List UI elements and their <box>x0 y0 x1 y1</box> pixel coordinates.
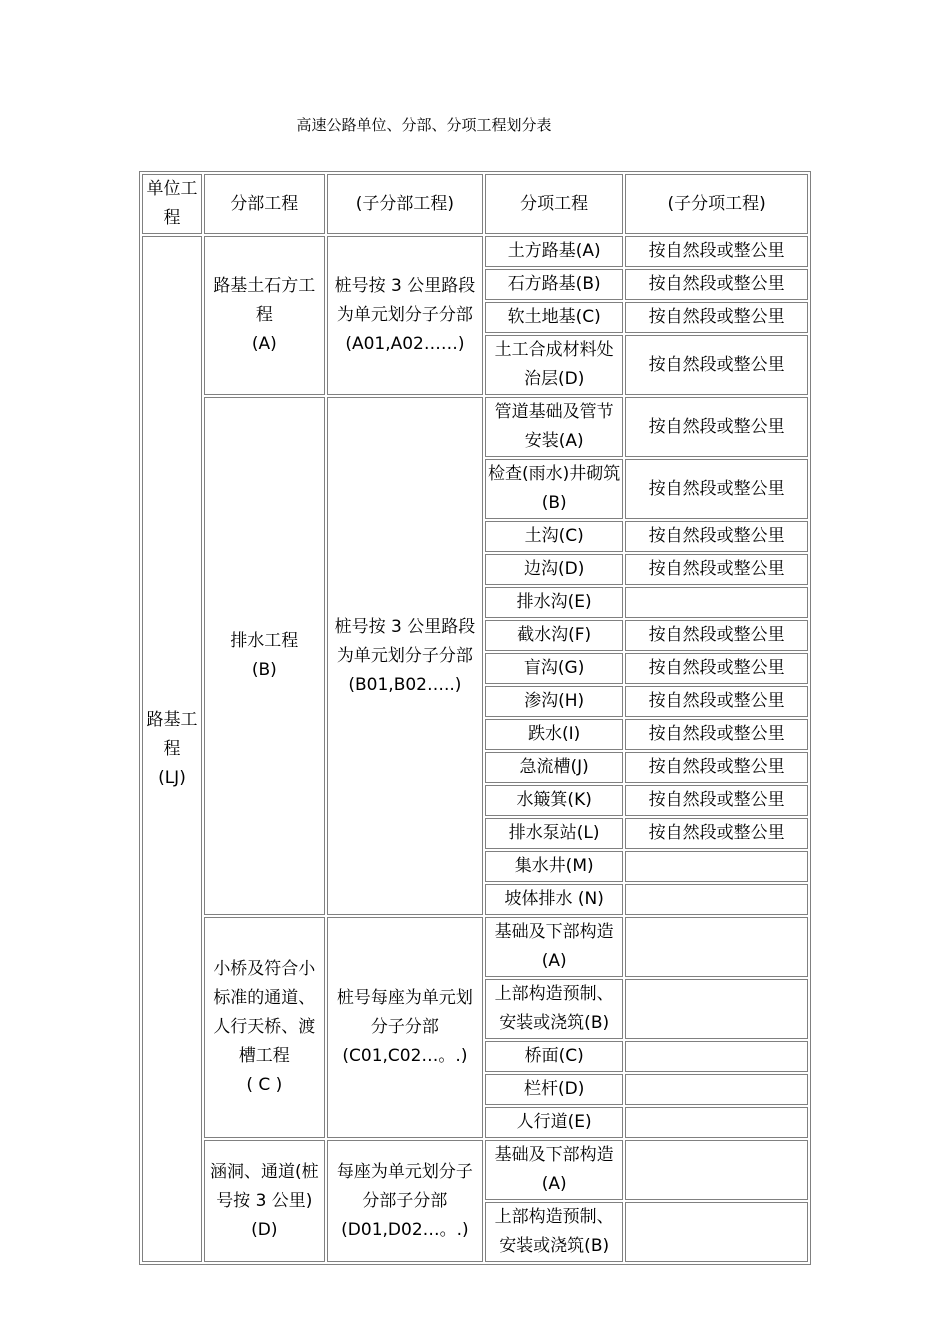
header-subdivision: (子分部工程) <box>327 174 483 234</box>
subitem-cell <box>625 1107 808 1138</box>
subdivision-cell: 桩号按 3 公里路段为单元划分子分部 (B01,B02…..) <box>327 397 483 915</box>
division-table <box>139 171 811 1265</box>
subitem-cell: 按自然段或整公里 <box>625 719 808 750</box>
item-cell: 栏杆(D) <box>485 1074 623 1105</box>
item-cell: 截水沟(F) <box>485 620 623 651</box>
item-cell: 坡体排水 (N) <box>485 884 623 915</box>
item-cell: 集水井(M) <box>485 851 623 882</box>
item-cell: 桥面(C) <box>485 1041 623 1072</box>
subitem-cell <box>625 587 808 618</box>
table-row <box>142 917 808 977</box>
subitem-cell <box>625 917 808 977</box>
subitem-cell: 按自然段或整公里 <box>625 459 808 519</box>
item-cell: 渗沟(H) <box>485 686 623 717</box>
subdivision-cell: 桩号按 3 公里路段为单元划分子分部 (A01,A02……) <box>327 236 483 395</box>
division-cell: 路基土石方工程 (A) <box>204 236 325 395</box>
item-cell: 边沟(D) <box>485 554 623 585</box>
subitem-cell <box>625 979 808 1039</box>
subitem-cell: 按自然段或整公里 <box>625 818 808 849</box>
item-cell: 急流槽(J) <box>485 752 623 783</box>
header-unit: 单位工程 <box>142 174 202 234</box>
subitem-cell: 按自然段或整公里 <box>625 554 808 585</box>
subitem-cell: 按自然段或整公里 <box>625 269 808 300</box>
table-row <box>142 397 808 457</box>
division-cell: 涵洞、通道(桩号按 3 公里) (D) <box>204 1140 325 1262</box>
item-cell: 排水沟(E) <box>485 587 623 618</box>
item-cell: 石方路基(B) <box>485 269 623 300</box>
header-row <box>142 174 808 234</box>
unit-cell: 路基工程 (LJ) <box>142 236 202 1262</box>
document-title: 高速公路单位、分部、分项工程划分表 <box>296 116 552 134</box>
item-cell: 人行道(E) <box>485 1107 623 1138</box>
header-subitem: (子分项工程) <box>625 174 808 234</box>
item-cell: 管道基础及管节安装(A) <box>485 397 623 457</box>
division-cell: 小桥及符合小标准的通道、人行天桥、渡槽工程 ( C ) <box>204 917 325 1138</box>
subitem-cell: 按自然段或整公里 <box>625 752 808 783</box>
item-cell: 土工合成材料处治层(D) <box>485 335 623 395</box>
subitem-cell: 按自然段或整公里 <box>625 620 808 651</box>
subitem-cell: 按自然段或整公里 <box>625 397 808 457</box>
item-cell: 土方路基(A) <box>485 236 623 267</box>
subitem-cell: 按自然段或整公里 <box>625 236 808 267</box>
subitem-cell: 按自然段或整公里 <box>625 686 808 717</box>
subitem-cell: 按自然段或整公里 <box>625 302 808 333</box>
item-cell: 水簸箕(K) <box>485 785 623 816</box>
item-cell: 土沟(C) <box>485 521 623 552</box>
subdivision-cell: 桩号每座为单元划分子分部 (C01,C02…。.) <box>327 917 483 1138</box>
subitem-cell <box>625 884 808 915</box>
subitem-cell: 按自然段或整公里 <box>625 653 808 684</box>
item-cell: 检查(雨水)井砌筑(B) <box>485 459 623 519</box>
subitem-cell: 按自然段或整公里 <box>625 335 808 395</box>
division-cell: 排水工程 (B) <box>204 397 325 915</box>
subitem-cell <box>625 1074 808 1105</box>
subitem-cell: 按自然段或整公里 <box>625 785 808 816</box>
item-cell: 跌水(I) <box>485 719 623 750</box>
subdivision-cell: 每座为单元划分子分部子分部 (D01,D02…。.) <box>327 1140 483 1262</box>
item-cell: 盲沟(G) <box>485 653 623 684</box>
item-cell: 基础及下部构造(A) <box>485 1140 623 1200</box>
subitem-cell <box>625 1140 808 1200</box>
item-cell: 排水泵站(L) <box>485 818 623 849</box>
subitem-cell: 按自然段或整公里 <box>625 521 808 552</box>
table-row <box>142 1140 808 1200</box>
header-item: 分项工程 <box>485 174 623 234</box>
subitem-cell <box>625 1202 808 1262</box>
item-cell: 软土地基(C) <box>485 302 623 333</box>
item-cell: 基础及下部构造(A) <box>485 917 623 977</box>
subitem-cell <box>625 1041 808 1072</box>
subitem-cell <box>625 851 808 882</box>
header-division: 分部工程 <box>204 174 325 234</box>
table-row <box>142 236 808 267</box>
item-cell: 上部构造预制、安装或浇筑(B) <box>485 979 623 1039</box>
item-cell: 上部构造预制、安装或浇筑(B) <box>485 1202 623 1262</box>
